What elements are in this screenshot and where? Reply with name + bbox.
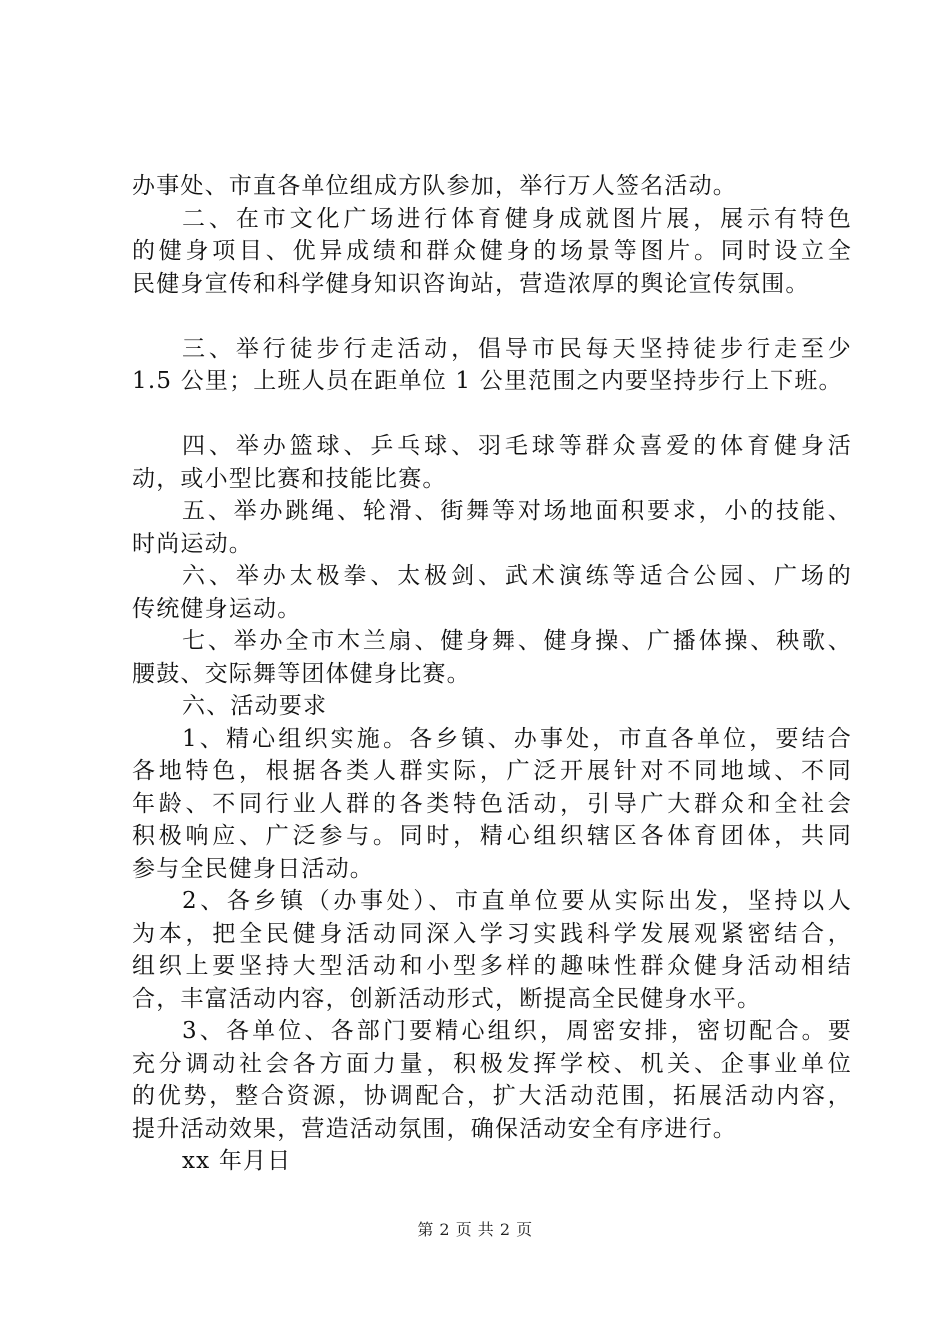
text-line: 办事处、市直各单位组成方队参加，举行万人签名活动。 <box>132 173 737 199</box>
date-line: xx 年月日 <box>182 1148 292 1174</box>
text-line: 各地特色，根据各类人群实际，广泛开展针对不同地域、不同 <box>132 758 852 784</box>
text-line: 积极响应、广泛参与。同时，精心组织辖区各体育团体，共同 <box>132 823 852 849</box>
text-line: 动，或小型比赛和技能比赛。 <box>132 465 447 492</box>
text-line: 七、举办全市木兰扇、健身舞、健身操、广播体操、秧歌、 <box>182 628 852 654</box>
text-line: 2、各乡镇（办事处）、市直单位要从实际出发，坚持以人 <box>182 888 852 914</box>
text-line: 为本，把全民健身活动同深入学习实践科学发展观紧密结合， <box>132 920 852 947</box>
text-line: 的健身项目、优异成绩和群众健身的场景等图片。同时设立全 <box>132 238 852 264</box>
text-line: 六、举办太极拳、太极剑、武术演练等适合公园、广场的 <box>182 563 852 589</box>
paragraph-gap <box>132 300 852 333</box>
text-line: 年龄、不同行业人群的各类特色活动，引导广大群众和全社会 <box>132 790 852 817</box>
text-line: 的优势，整合资源，协调配合，扩大活动范围，拓展活动内容， <box>132 1083 852 1109</box>
text-line: 腰鼓、交际舞等团体健身比赛。 <box>132 660 471 687</box>
document-body <box>132 170 852 1178</box>
text-line: 五、举办跳绳、轮滑、街舞等对场地面积要求，小的技能、 <box>182 498 852 524</box>
text-line: 参与全民健身日活动。 <box>132 855 374 882</box>
section-heading: 六、活动要求 <box>182 693 328 719</box>
page-number-footer: 第 2 页 共 2 页 <box>417 1220 533 1239</box>
text-line: 1、精心组织实施。各乡镇、办事处，市直各单位，要结合 <box>182 725 852 752</box>
text-line: 四、举办篮球、乒乓球、羽毛球等群众喜爱的体育健身活 <box>182 433 852 459</box>
text-line: 三、举行徒步行走活动，倡导市民每天坚持徒步行走至少 <box>182 335 852 362</box>
text-line: 充分调动社会各方面力量，积极发挥学校、机关、企事业单位 <box>132 1050 852 1077</box>
text-line: 1.5 公里；上班人员在距单位 1 公里范围之内要坚持步行上下班。 <box>132 368 843 394</box>
text-line: 传统健身运动。 <box>132 595 302 622</box>
text-line: 合，丰富活动内容，创新活动形式，断提高全民健身水平。 <box>132 985 762 1012</box>
text-line: 二、在市文化广场进行体育健身成就图片展，展示有特色 <box>182 205 852 232</box>
text-line: 组织上要坚持大型活动和小型多样的趣味性群众健身活动相结 <box>132 953 852 979</box>
text-line: 提升活动效果，营造活动氛围，确保活动安全有序进行。 <box>132 1115 737 1142</box>
text-line: 3、各单位、各部门要精心组织，周密安排，密切配合。要 <box>182 1018 852 1044</box>
paragraph-gap <box>132 398 852 431</box>
text-line: 民健身宣传和科学健身知识咨询站，营造浓厚的舆论宣传氛围。 <box>132 270 810 297</box>
text-line: 时尚运动。 <box>132 530 253 557</box>
